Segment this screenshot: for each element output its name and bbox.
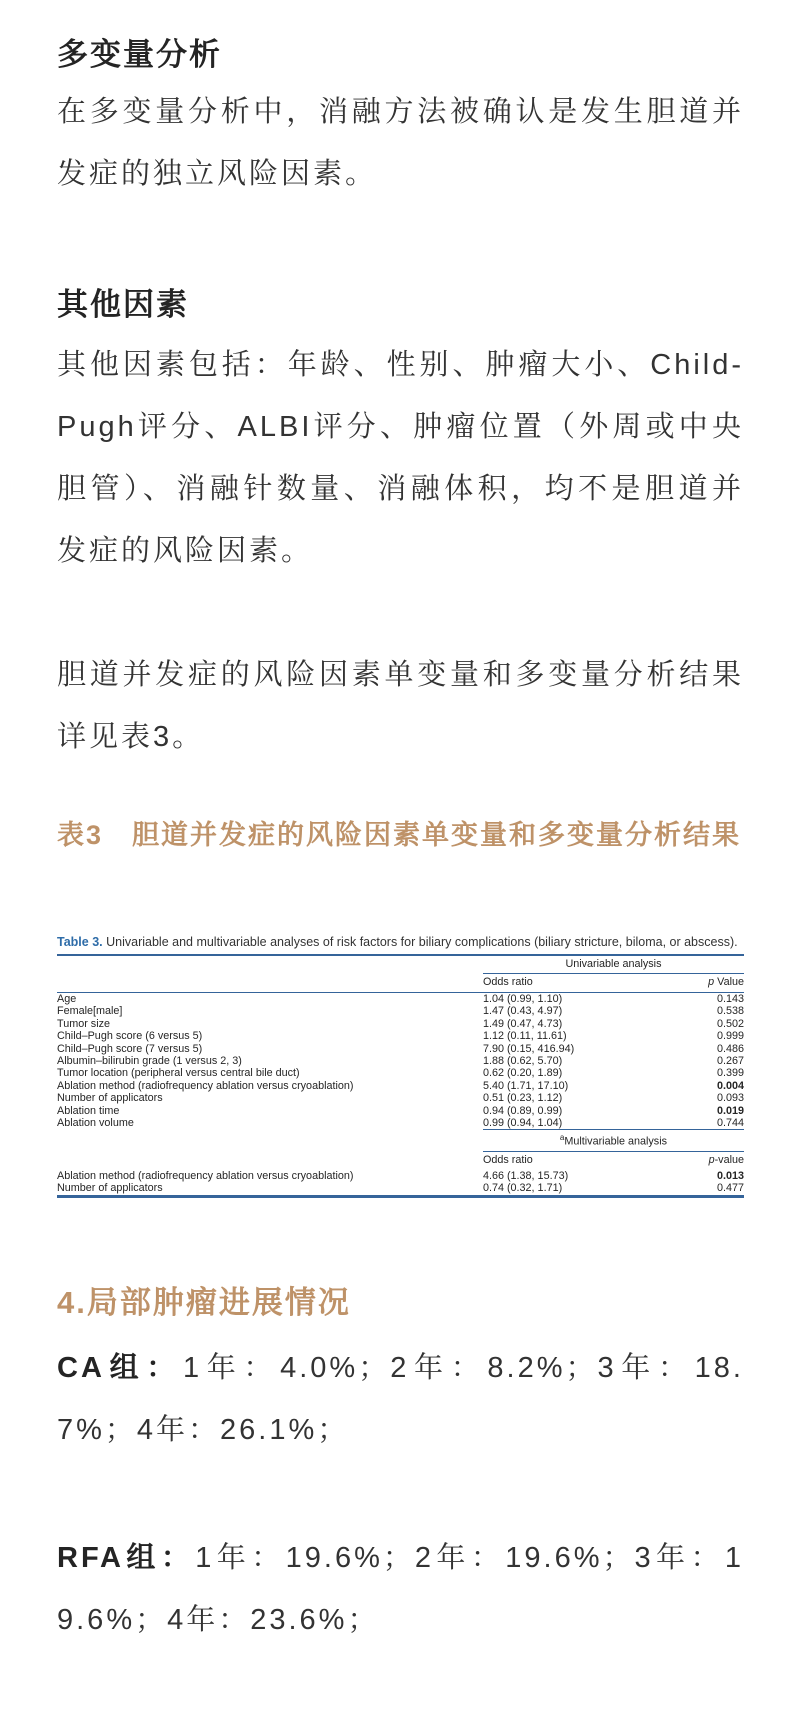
univariable-spanner-row (57, 955, 744, 974)
ca-group-values: 1年：4.0%；2年：8.2%；3年：18.7%；4年：26.1%； (57, 1351, 744, 1446)
section-heading-local-tumor-progression: 4.局部肿瘤进展情况 (57, 1284, 351, 1320)
table-row: Albumin–bilirubin grade (1 versus 2, 3) 1.88 (0.62, 5.70) 0.267 (57, 1055, 744, 1068)
paragraph-ca-group (57, 1337, 744, 1461)
paragraph-other-factors: 其他因素包括：年龄、性别、肿瘤大小、Child-Pugh评分、ALBI评分、肿瘤位置（外周或中央胆管）、消融针数量、消融体积，均不是胆道并发症的风险因素。 (57, 349, 744, 567)
journal-table-figure (57, 935, 744, 1198)
table-row: Female[male] 1.47 (0.43, 4.97) 0.538 (57, 1005, 744, 1018)
table-row: Tumor size 1.49 (0.47, 4.73) 0.502 (57, 1017, 744, 1030)
section-heading-other-factors: 其他因素 (57, 287, 189, 322)
multivariable-spanner-row (57, 1130, 744, 1152)
section-heading-multivariable-analysis: 多变量分析 (57, 37, 222, 72)
table-row: Ablation method (radiofrequency ablation versus cryoablation) 4.66 (1.38, 15.73) 0.013 (57, 1170, 744, 1183)
table-row: Ablation method (radiofrequency ablation versus cryoablation) 5.40 (1.71, 17.10) 0.004 (57, 1079, 744, 1092)
paragraph-see-table3: 胆道并发症的风险因素单变量和多变量分析结果详见表3。 (57, 659, 744, 753)
table-row: Ablation volume 0.99 (0.94, 1.04) 0.744 (57, 1117, 744, 1130)
journal-table-title-text: Univariable and multivariable analyses of risk factors for biliary complications (biliary stricture, biloma, or abscess). (106, 935, 738, 949)
table-row: Tumor location (peripheral versus central bile duct) 0.62 (0.20, 1.89) 0.399 (57, 1067, 744, 1080)
journal-table-title-label: Table 3. (57, 935, 103, 949)
paragraph-rfa-group (57, 1527, 744, 1651)
table-row: Child–Pugh score (6 versus 5) 1.12 (0.11, 11.61) 0.999 (57, 1030, 744, 1043)
table-row: Number of applicators 0.51 (0.23, 1.12) 0.093 (57, 1092, 744, 1105)
rfa-group-values: 1年：19.6%；2年：19.6%；3年：19.6%；4年：23.6%； (57, 1541, 744, 1636)
col-header-odds-ratio: Odds ratio (482, 1154, 533, 1167)
multivariable-header-row (57, 1152, 744, 1171)
univariable-spanner-label: Univariable analysis (483, 955, 744, 974)
multivariable-spanner-label: $^a$Multivariable analysis (483, 1130, 744, 1152)
table-row: Age 1.04 (0.99, 1.10) 0.143 (57, 993, 744, 1005)
col-header-p-value: p Value (641, 974, 744, 993)
table-row: Ablation time 0.94 (0.89, 0.99) 0.019 (57, 1104, 744, 1117)
col-header-odds-ratio: Odds ratio (483, 974, 641, 993)
table-row: Child–Pugh score (7 versus 5) 7.90 (0.15, 416.94) 0.486 (57, 1042, 744, 1055)
journal-table (57, 954, 744, 1198)
ca-group-label: CA组： (57, 1351, 183, 1384)
table3-caption: 表3 胆道并发症的风险因素单变量和多变量分析结果 (57, 820, 742, 850)
rfa-group-label: RFA组： (57, 1541, 196, 1574)
journal-table-title (57, 935, 744, 950)
paragraph-multivariable-result: 在多变量分析中，消融方法被确认是发生胆道并发症的独立风险因素。 (57, 96, 744, 190)
univariable-header-row (57, 974, 744, 993)
col-header-p-value: p-value (708, 1154, 744, 1167)
table-row: Number of applicators 0.74 (0.32, 1.71) 0.477 (57, 1182, 744, 1195)
